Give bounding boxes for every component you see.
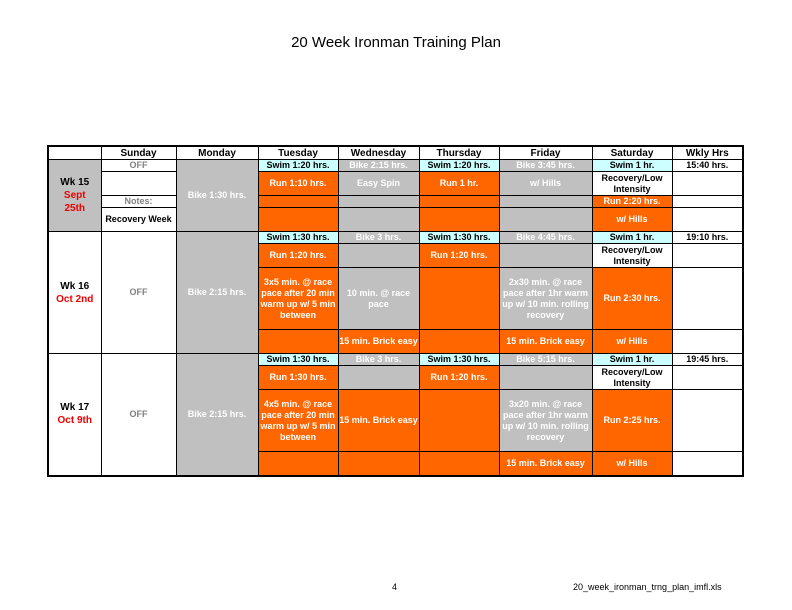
week-number: Wk 17 (60, 402, 90, 414)
wednesday-blank (338, 366, 419, 390)
header-friday: Friday (499, 146, 592, 160)
friday-bike: Bike 4:45 hrs. (499, 232, 592, 244)
week-date: Oct 2nd (56, 293, 94, 305)
week-17-row-1 (48, 354, 743, 366)
tuesday-swim: Swim 1:20 hrs. (258, 160, 338, 172)
header-tuesday: Tuesday (258, 146, 338, 160)
wednesday-bike: Bike 3 hrs. (338, 354, 419, 366)
tuesday-blank (258, 452, 338, 476)
friday-blank (499, 366, 592, 390)
saturday-recovery: Recovery/Low Intensity (592, 244, 672, 268)
thursday-blank (419, 196, 499, 208)
sunday-off: OFF (101, 232, 176, 354)
saturday-swim: Swim 1 hr. (592, 232, 672, 244)
wednesday-bike: Bike 3 hrs. (338, 232, 419, 244)
notes-label: Notes: (101, 196, 176, 208)
tuesday-intervals: 3x5 min. @ race pace after 20 min warm up w/ 5 min between (258, 268, 338, 330)
hours-blank (672, 244, 743, 268)
friday-detail: w/ Hills (499, 172, 592, 196)
thursday-blank (419, 452, 499, 476)
hours-blank (672, 330, 743, 354)
hours-blank (672, 172, 743, 196)
tuesday-blank (258, 330, 338, 354)
header-row (48, 146, 743, 160)
week-number: Wk 16 (60, 280, 90, 292)
thursday-blank (419, 390, 499, 452)
saturday-recovery: Recovery/Low Intensity (592, 366, 672, 390)
file-name: 20_week_ironman_trng_plan_imfl.xls (573, 582, 722, 592)
sunday-off: OFF (101, 354, 176, 476)
hours-blank (672, 366, 743, 390)
week-15-row-2 (48, 172, 743, 196)
thursday-swim: Swim 1:20 hrs. (419, 160, 499, 172)
week-16-label (48, 232, 101, 354)
saturday-recovery: Recovery/Low Intensity (592, 172, 672, 196)
tuesday-run: Run 1:10 hrs. (258, 172, 338, 196)
weekly-hours: 15:40 hrs. (672, 160, 743, 172)
recovery-week-note: Recovery Week (101, 208, 176, 232)
training-plan-table (47, 145, 744, 477)
week-16-row-1 (48, 232, 743, 244)
corner-cell (48, 146, 101, 160)
wednesday-detail: Easy Spin (338, 172, 419, 196)
hours-blank (672, 390, 743, 452)
monday-bike: Bike 1:30 hrs. (176, 160, 258, 232)
saturday-run: Run 2:25 hrs. (592, 390, 672, 452)
thursday-blank (419, 330, 499, 354)
header-weekly-hours: Wkly Hrs (672, 146, 743, 160)
thursday-run: Run 1:20 hrs. (419, 366, 499, 390)
wednesday-blank (338, 196, 419, 208)
tuesday-swim: Swim 1:30 hrs. (258, 354, 338, 366)
wednesday-blank (338, 452, 419, 476)
wednesday-bike: Bike 2:15 hrs. (338, 160, 419, 172)
tuesday-blank (258, 196, 338, 208)
saturday-swim: Swim 1 hr. (592, 160, 672, 172)
tuesday-run: Run 1:20 hrs. (258, 244, 338, 268)
page-title: 20 Week Ironman Training Plan (291, 34, 501, 51)
friday-bike: Bike 3:45 hrs. (499, 160, 592, 172)
wednesday-race-pace: 10 min. @ race pace (338, 268, 419, 330)
friday-brick: 15 min. Brick easy (499, 452, 592, 476)
thursday-blank (419, 208, 499, 232)
friday-blank (499, 196, 592, 208)
hours-blank (672, 196, 743, 208)
header-saturday: Saturday (592, 146, 672, 160)
thursday-swim: Swim 1:30 hrs. (419, 354, 499, 366)
header-thursday: Thursday (419, 146, 499, 160)
week-15-row-5 (48, 208, 743, 232)
week-date: Oct 9th (57, 415, 92, 427)
page-number: 4 (392, 582, 398, 592)
week-15-label (48, 160, 101, 232)
saturday-run: Run 2:20 hrs. (592, 196, 672, 208)
friday-blank (499, 208, 592, 232)
thursday-swim: Swim 1:30 hrs. (419, 232, 499, 244)
sunday-blank (101, 172, 176, 196)
header-wednesday: Wednesday (338, 146, 419, 160)
header-monday: Monday (176, 146, 258, 160)
saturday-run: Run 2:30 hrs. (592, 268, 672, 330)
tuesday-swim: Swim 1:30 hrs. (258, 232, 338, 244)
thursday-blank (419, 268, 499, 330)
week-15-row-1 (48, 160, 743, 172)
week-number: Wk 15 (60, 177, 90, 188)
week-15-row-4 (48, 196, 743, 208)
header-sunday: Sunday (101, 146, 176, 160)
friday-brick: 15 min. Brick easy (499, 330, 592, 354)
sunday-off: OFF (101, 160, 176, 172)
saturday-hills: w/ Hills (592, 208, 672, 232)
hours-blank (672, 268, 743, 330)
wednesday-brick: 15 min. Brick easy (338, 330, 419, 354)
friday-intervals: 3x20 min. @ race pace after 1hr warm up w/ 10 min. rolling recovery (499, 390, 592, 452)
hours-blank (672, 452, 743, 476)
wednesday-blank (338, 244, 419, 268)
monday-bike: Bike 2:15 hrs. (176, 354, 258, 476)
wednesday-brick: 15 min. Brick easy (338, 390, 419, 452)
wednesday-blank (338, 208, 419, 232)
weekly-hours: 19:45 hrs. (672, 354, 743, 366)
monday-bike: Bike 2:15 hrs. (176, 232, 258, 354)
week-date: 25th (64, 203, 86, 214)
friday-bike: Bike 5:15 hrs. (499, 354, 592, 366)
tuesday-run: Run 1:30 hrs. (258, 366, 338, 390)
tuesday-blank (258, 208, 338, 232)
week-date: Sept (63, 190, 86, 201)
saturday-hills: w/ Hills (592, 452, 672, 476)
thursday-run: Run 1 hr. (419, 172, 499, 196)
friday-intervals: 2x30 min. @ race pace after 1hr warm up w/ 10 min. rolling recovery (499, 268, 592, 330)
saturday-hills: w/ Hills (592, 330, 672, 354)
weekly-hours: 19:10 hrs. (672, 232, 743, 244)
friday-blank (499, 244, 592, 268)
week-17-label (48, 354, 101, 476)
hours-blank (672, 208, 743, 232)
saturday-swim: Swim 1 hr. (592, 354, 672, 366)
thursday-run: Run 1:20 hrs. (419, 244, 499, 268)
tuesday-intervals: 4x5 min. @ race pace after 20 min warm up w/ 5 min between (258, 390, 338, 452)
